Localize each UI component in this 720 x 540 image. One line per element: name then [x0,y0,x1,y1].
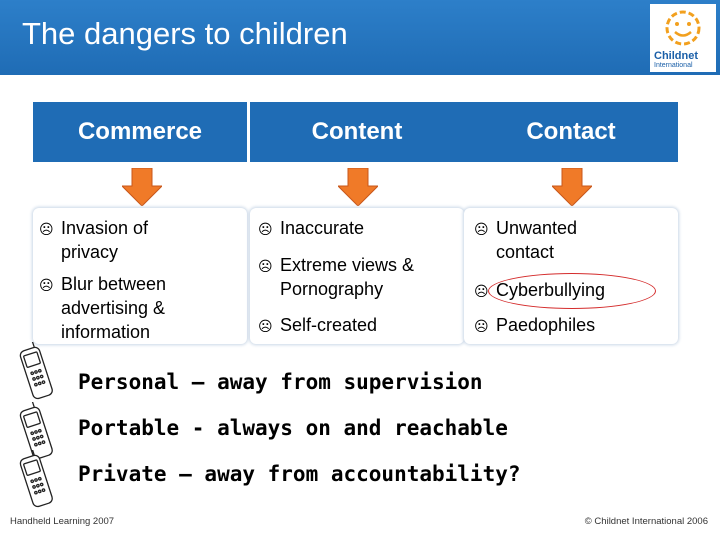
content-header: Content [250,102,464,162]
logo-name: Childnet [654,50,698,62]
mobile-phone-icon [14,342,58,402]
list-item: ☹ Unwanted contact [474,218,578,262]
list-item: ☹ Self-created [258,313,377,339]
commerce-panel [33,208,247,344]
down-arrow-icon [552,168,592,206]
sad-face-icon: ☹ [258,259,273,275]
list-item: ☹ Paedophiles [474,313,595,339]
slide-title: The dangers to children [22,16,348,51]
bullet-private: Private – away from accountability? [78,462,521,486]
list-item: ☹ Invasion of privacy [39,218,149,262]
title-bar [0,0,720,75]
commerce-header: Commerce [33,102,247,162]
down-arrow-icon [338,168,378,206]
bullet-portable: Portable - always on and reachable [78,416,508,440]
list-item: ☹ Cyberbullying [474,278,605,304]
content-panel [250,208,464,344]
sad-face-icon: ☹ [258,222,273,238]
sad-face-icon: ☹ [39,278,54,294]
mobile-phone-icon [14,450,58,510]
sad-face-icon: ☹ [474,222,489,238]
list-item: ☹ Blur between advertising & information [39,274,167,342]
sad-face-icon: ☹ [258,319,273,335]
smiley-logo-icon [650,4,716,50]
sad-face-icon: ☹ [474,284,489,300]
logo-subtitle: International [654,62,693,69]
footer-event: Handheld Learning 2007 [10,516,115,527]
highlight-ellipse [488,273,656,309]
list-item: ☹ Inaccurate [258,216,364,242]
list-item: ☹ Extreme views & Pornography [258,255,415,299]
bullet-personal: Personal – away from supervision [78,370,483,394]
sad-face-icon: ☹ [39,222,54,238]
contact-header: Contact [464,102,678,162]
sad-face-icon: ☹ [474,319,489,335]
footer-copyright: © Childnet International 2006 [584,516,708,527]
down-arrow-icon [122,168,162,206]
childnet-logo [650,4,716,72]
